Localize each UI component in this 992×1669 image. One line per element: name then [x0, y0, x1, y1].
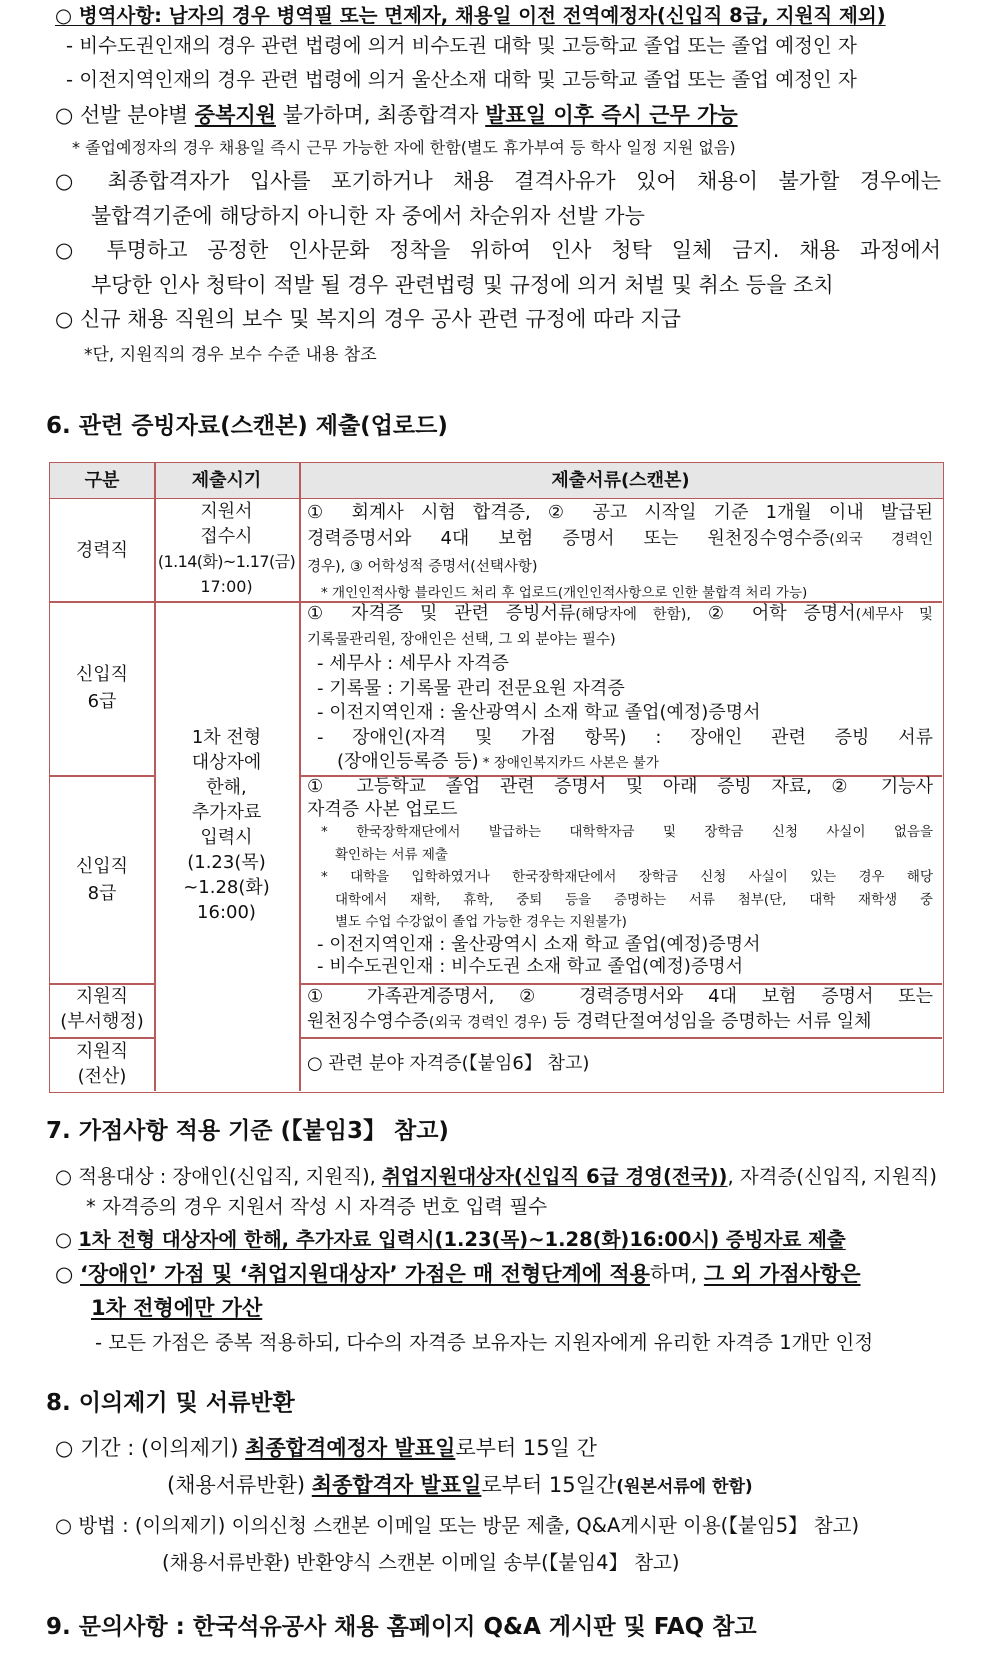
text-part: 경우), ③ 어학성적 증명서: [307, 559, 471, 575]
doc-line: 별도 수업 수강없이 졸업 가능한 경우는 지원불가): [335, 914, 627, 930]
row-new8-docs: [307, 776, 933, 979]
category-line: 지원직: [75, 986, 129, 1007]
category-line: 6급: [87, 691, 117, 712]
timing-line: 지원서: [200, 501, 253, 522]
military-service-line: ○ 병역사항: 남자의 경우 병역필 또는 면제자, 채용일 이전 전역예정자(신입직 8급, 지원직 제외): [55, 4, 886, 27]
doc-line: - 이전지역인재 : 울산광역시 소재 학교 졸업(예정)증명서: [317, 933, 761, 955]
text-part: 원천징수영수증: [307, 1011, 429, 1032]
text-part: 경력증명서와 4대 보험 증명서 또는 원천징수영수증: [307, 528, 830, 549]
section-9-title: 9. 문의사항 : 한국석유공사 채용 홈페이지 Q&A 게시판 및 FAQ 참고: [46, 1614, 757, 1640]
timing-line: ~1.28(화): [183, 877, 270, 898]
header-timing: 제출시기: [191, 470, 262, 491]
row-new6-category: [50, 661, 154, 715]
doc-line: - 기록물 : 기록물 관리 전문요원 자격증: [317, 677, 625, 699]
non-capital-talent-line: - 비수도권인재의 경우 관련 법령에 의거 비수도권 대학 및 고등학교 졸업 또는 졸업 예정인 자: [66, 34, 857, 57]
solicitation-ban-line-2: 부당한 인사 청탁이 적발 될 경우 관련법령 및 규정에 의거 처벌 및 취소 등을 조치: [91, 273, 834, 297]
text-part: ○ 적용대상 : 장애인(신입직, 지원직),: [55, 1165, 383, 1188]
alternate-selection-line-2: 불합격기준에 해당하지 아니한 자 중에서 차순위자 선발 가능: [91, 204, 645, 228]
text-part: 최종합격자 발표일: [311, 1473, 482, 1497]
text-part: 하며,: [649, 1262, 704, 1286]
text-part: 1차 전형 대상자에 한해, 추가자료 입력시(1.23(목)~1.28(화)16:00시) 증빙자료 제출: [78, 1228, 846, 1251]
text-part: 불가하며, 최종합격자: [275, 103, 486, 127]
row-new8-category: [50, 853, 154, 907]
timing-line: 1차 전형: [191, 727, 262, 748]
text-part: ‘장애인’ 가점 및 ‘취업지원대상자’ 가점은 매 전형단계에 적용: [80, 1262, 650, 1286]
text-part: , 자격증(신입직, 지원직): [727, 1165, 937, 1188]
row-experienced-timing: [154, 499, 299, 599]
text-part: (채용서류반환): [167, 1473, 312, 1497]
row-support-it-docs: ○ 관련 분야 자격증(【붙임6】 참고): [307, 1053, 590, 1074]
doc-line: - 세무사 : 세무사 자격증: [317, 653, 509, 674]
doc-line: * 대학을 입학하였거나 한국장학재단에서 장학금 신청 사실이 있는 경우 해당: [321, 869, 933, 885]
text-part: 최종합격예정자 발표일: [245, 1436, 456, 1460]
timing-line: 한해,: [206, 777, 247, 798]
text-part: 취업지원대상자(신입직 6급 경영(전국)): [382, 1165, 728, 1188]
row-support-admin-category: [50, 984, 154, 1034]
doc-line: ① 회계사 시험 합격증, ② 공고 시작일 기준 1개월 이내 발급된: [307, 502, 933, 523]
timing-line: 입력시: [200, 827, 253, 848]
duplicate-application-line: [55, 99, 738, 129]
timing-line: (1.23(목): [187, 852, 266, 873]
doc-line: - 장애인(자격 및 가점 항목) : 장애인 관련 증빙 서류: [317, 726, 933, 748]
method-line: ○ 방법 : (이의제기) 이의신청 스캔본 이메일 또는 방문 제출, Q&A게시판 이용(【붙임5】 참고): [55, 1514, 860, 1537]
header-category: 구분: [84, 470, 120, 491]
doc-line: 기록물관리원, 장애인은 선택, 그 외 분야는 필수): [307, 631, 616, 648]
circle-bullet-icon: ○: [55, 1262, 80, 1286]
text-part: ○ 기간 : (이의제기): [55, 1436, 246, 1460]
doc-line: ① 가족관계증명서, ② 경력증명서와 4대 보험 증명서 또는: [307, 986, 933, 1007]
text-part: (외국 경력인: [829, 532, 933, 548]
row-new6-docs: [307, 602, 933, 776]
doc-line: [307, 602, 933, 628]
evidence-table: [49, 462, 944, 1093]
text-part: 중복지원: [194, 103, 276, 127]
text-part: (외국 경력인 경우): [428, 1015, 548, 1031]
section-8-title: 8. 이의제기 및 서류반환: [46, 1390, 295, 1416]
relocation-talent-line: - 이전지역인재의 경우 관련 법령에 의거 울산소재 대학 및 고등학교 졸업 또는 졸업 예정인 자: [66, 68, 857, 91]
bonus-stage-line-2: 1차 전형에만 가산: [91, 1296, 263, 1320]
text-part: 로부터 15일간: [481, 1473, 617, 1497]
header-documents: 제출서류(스캔본): [551, 470, 690, 491]
period-line: [55, 1432, 597, 1462]
text-part: 등 경력단절여성임을 증명하는 서류 일체: [547, 1011, 872, 1032]
row-experienced-docs: [307, 500, 933, 606]
text-part: (선택사항): [470, 559, 538, 575]
text-part: ① 자격증 및 관련 증빙서류: [307, 603, 576, 624]
row-support-admin-docs: [307, 984, 933, 1036]
text-part: 발표일 이후 즉시 근무 가능: [485, 103, 738, 127]
graduate-note: * 졸업예정자의 경우 채용일 즉시 근무 가능한 자에 한함(별도 휴가부여 등 학사 일정 지원 없음): [72, 138, 736, 157]
text-part: (세무사 및: [855, 607, 933, 623]
text-part: (장애인등록증 등): [337, 751, 479, 772]
salary-note: *단, 지원직의 경우 보수 수준 내용 참조: [84, 345, 377, 365]
text-part: ② 어학 증명서: [691, 603, 856, 624]
text-part: ○ 선발 분야별: [55, 103, 195, 127]
timing-line: (1.14(화)~1.17(금): [157, 552, 296, 571]
doc-line: 자격증 사본 업로드: [307, 798, 458, 820]
doc-line: - 비수도권인재 : 비수도권 소재 학교 졸업(예정)증명서: [317, 956, 744, 977]
text-part: (해당자에 한함),: [575, 607, 692, 623]
section-7-title: 7. 가점사항 적용 기준 (【붙임3】 참고): [46, 1118, 449, 1144]
timing-line: 대상자에: [191, 752, 262, 773]
alternate-selection-line: ○ 최종합격자가 입사를 포기하거나 채용 결격사유가 있어 채용이 불가할 경우에는: [55, 169, 941, 193]
circle-bullet-icon: ○: [55, 1228, 79, 1251]
row-experienced-category: 경력직: [75, 540, 129, 561]
category-line: (부서행정): [60, 1011, 144, 1032]
doc-line: 대학에서 재학, 휴학, 중퇴 등을 증명하는 서류 첨부(단, 대학 재학생 중: [335, 891, 933, 908]
doc-line: [307, 553, 933, 580]
additional-submission-timing: [154, 725, 299, 925]
category-line: (전산): [77, 1066, 127, 1087]
text-part: * 장애인복지카드 사본은 불가: [478, 755, 659, 771]
doc-line: [307, 1009, 933, 1036]
timing-line: 접수시: [200, 526, 253, 547]
solicitation-ban-line: ○ 투명하고 공정한 인사문화 정착을 위하여 인사 청탁 일체 금지. 채용 과정에서: [55, 238, 941, 262]
bonus-target-line: [55, 1161, 937, 1189]
timing-line: 추가자료: [191, 802, 262, 823]
doc-line: 확인하는 서류 제출: [335, 846, 448, 863]
doc-line: * 개인인적사항 블라인드 처리 후 업로드(개인인적사항으로 인한 불합격 처리 가능): [321, 585, 808, 601]
doc-line: [307, 526, 933, 553]
bonus-stage-line: [55, 1258, 861, 1288]
category-line: 지원직: [75, 1041, 129, 1062]
row-support-it-category: [50, 1039, 154, 1089]
certificate-note: * 자격증의 경우 지원서 작성 시 자격증 번호 입력 필수: [86, 1195, 548, 1218]
text-part: 로부터 15일 간: [455, 1436, 597, 1460]
method-line-2: (채용서류반환) 반환양식 스캔본 이메일 송부(【붙임4】 참고): [162, 1551, 680, 1574]
doc-line: * 한국장학재단에서 발급하는 대학학자금 및 장학금 신청 사실이 없음을: [321, 824, 933, 840]
doc-line: ① 고등학교 졸업 관련 증명서 및 아래 증빙 자료, ② 기능사: [307, 776, 933, 797]
doc-line: [307, 750, 933, 776]
category-line: 8급: [87, 883, 117, 904]
timing-line: 16:00): [197, 902, 256, 923]
category-line: 신입직: [75, 664, 129, 685]
timing-line: 17:00): [200, 577, 253, 596]
period-line-2: [167, 1469, 753, 1499]
evidence-submission-line: [55, 1224, 846, 1252]
salary-welfare-line: ○ 신규 채용 직원의 보수 및 복지의 경우 공사 관련 규정에 따라 지급: [55, 307, 681, 331]
section-6-title: 6. 관련 증빙자료(스캔본) 제출(업로드): [46, 413, 448, 439]
duplicate-bonus-line: - 모든 가점은 중복 적용하되, 다수의 자격증 보유자는 지원자에게 유리한 자격증 1개만 인정: [95, 1331, 874, 1354]
doc-line: - 이전지역인재 : 울산광역시 소재 학교 졸업(예정)증명서: [317, 702, 761, 723]
text-part: 그 외 가점사항은: [703, 1262, 861, 1286]
text-part: (원본서류에 한함): [616, 1477, 753, 1497]
category-line: 신입직: [75, 856, 129, 877]
